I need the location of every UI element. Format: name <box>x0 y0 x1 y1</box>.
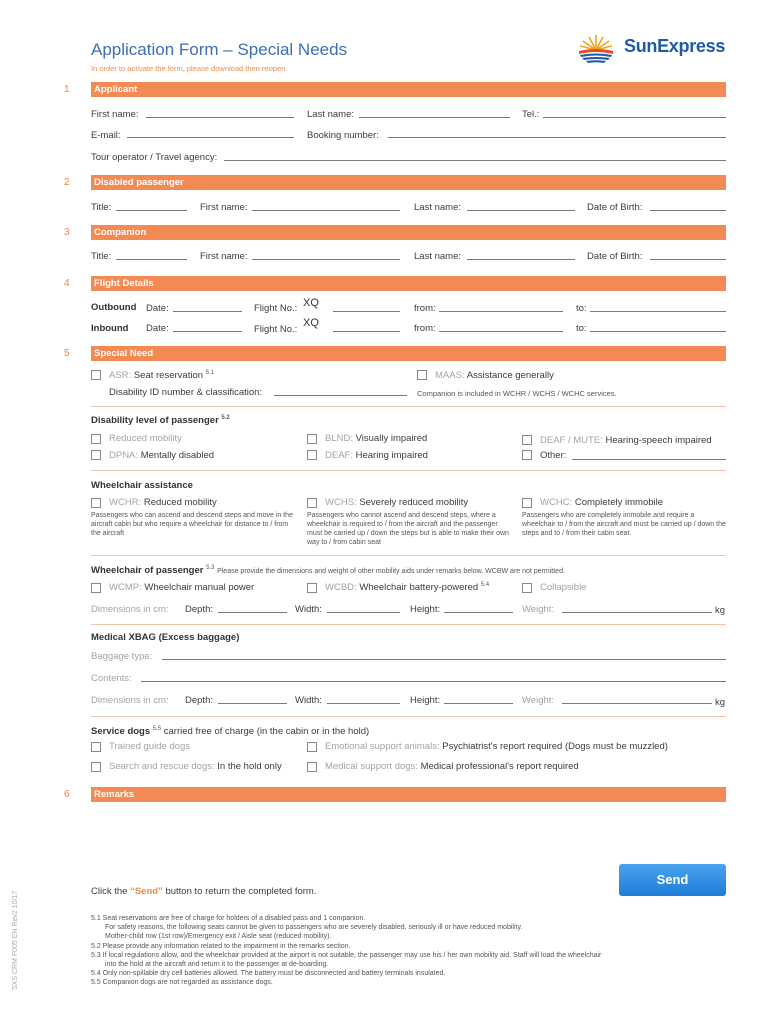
sunexpress-logo <box>576 33 728 65</box>
footnotes <box>91 914 731 988</box>
companion-first-name-field[interactable] <box>252 259 400 260</box>
outbound-to-field[interactable] <box>590 311 726 312</box>
xbag-width-field[interactable] <box>327 703 400 704</box>
from-label: from: <box>414 303 436 314</box>
outbound-flight-no-field[interactable] <box>333 311 400 312</box>
send-button[interactable]: Send <box>619 864 726 896</box>
wchr-checkbox[interactable] <box>91 498 101 508</box>
depth-label: Depth: <box>185 604 213 615</box>
last-name-label: Last name: <box>414 251 461 262</box>
section-header-companion: Companion <box>91 225 726 240</box>
section-number: 3 <box>64 227 70 238</box>
section-header-applicant: Applicant <box>91 82 726 97</box>
tour-operator-field[interactable] <box>224 160 726 161</box>
wheelchair-height-field[interactable] <box>444 612 513 613</box>
remarks-field[interactable] <box>91 803 726 858</box>
contents-field[interactable] <box>141 681 726 682</box>
outbound-date-field[interactable] <box>173 311 242 312</box>
kg-label: kg <box>715 697 726 708</box>
footnote: For safety reasons, the following seats cannot be given to passengers who are severely disabled, seriously ill or have reduced mobility. <box>105 924 523 932</box>
email-label: E-mail: <box>91 130 121 141</box>
flight-no-label: Flight No.: <box>254 303 298 314</box>
logo-text: SunExpress <box>624 36 726 56</box>
section-number: 2 <box>64 177 70 188</box>
height-label: Height: <box>410 695 441 706</box>
wchs-checkbox[interactable] <box>307 498 317 508</box>
disabled-dob-field[interactable] <box>650 210 726 211</box>
first-name-label: First name: <box>200 202 248 213</box>
inbound-to-field[interactable] <box>590 331 726 332</box>
applicant-last-name-field[interactable] <box>359 117 510 118</box>
rescue-dogs-label: Search and rescue dogs: In the hold only <box>109 761 282 772</box>
inbound-from-field[interactable] <box>439 331 563 332</box>
width-label: Width: <box>295 604 322 615</box>
wheelchair-of-passenger-title: Wheelchair of passenger $^{5.3}$ Please provide the dimensions and weight of other mobility aids under remarks below. WCBW are not permitted. <box>91 565 565 577</box>
divider <box>91 406 726 407</box>
height-label: Height: <box>410 604 441 615</box>
to-label: to: <box>576 303 587 314</box>
xbag-title: Medical XBAG (Excess baggage) <box>91 632 240 643</box>
wcbd-checkbox[interactable] <box>307 583 317 593</box>
dimensions-label: Dimensions in cm: <box>91 695 169 706</box>
applicant-email-field[interactable] <box>127 137 294 138</box>
baggage-type-label: Baggage type: <box>91 651 153 662</box>
page-title: Application Form – Special Needs <box>91 40 348 59</box>
service-dogs-title: Service dogs $^{5.5}$ carried free of charge (in the cabin or in the hold) <box>91 726 370 738</box>
disability-level-title: Disability level of passenger $^{5.2}$ <box>91 415 230 427</box>
outbound-from-field[interactable] <box>439 311 563 312</box>
deaf-label: DEAF: Hearing impaired <box>325 450 428 461</box>
width-label: Width: <box>295 695 322 706</box>
footnote: 5.5 Companion dogs are not regarded as assistance dogs. <box>91 979 273 987</box>
companion-title-field[interactable] <box>116 259 187 260</box>
depth-label: Depth: <box>185 695 213 706</box>
guide-dogs-label: Trained guide dogs <box>109 741 190 752</box>
wcmp-checkbox[interactable] <box>91 583 101 593</box>
section-number: 1 <box>64 84 70 95</box>
footnote: 5.2 Please provide any information related to the impairment in the remarks section. <box>91 942 351 950</box>
wchs-description: Passengers who cannot ascend and descend steps, where a wheelchair is required to / from the aircraft and the passenger must be carried up / down the steps but is able to make their own way to / from cabin seat <box>307 512 509 546</box>
rescue-dogs-checkbox[interactable] <box>91 762 101 772</box>
section-header-flight-details: Flight Details <box>91 276 726 291</box>
first-name-label: First name: <box>91 109 139 120</box>
flight-no-label: Flight No.: <box>254 324 298 335</box>
from-label: from: <box>414 323 436 334</box>
deaf-checkbox[interactable] <box>307 450 317 460</box>
footnote: 5.1 Seat reservations are free of charge for holders of a disabled pass and 1 companion. <box>91 915 366 922</box>
divider <box>91 470 726 471</box>
other-label: Other: <box>540 450 567 461</box>
dob-label: Date of Birth: <box>587 202 643 213</box>
title-label: Title: <box>91 251 112 262</box>
applicant-tel-field[interactable] <box>543 117 726 118</box>
to-label: to: <box>576 323 587 334</box>
footnote: into the hold at the aircraft and return it to the passenger at de-boarding. <box>105 961 329 969</box>
divider <box>91 555 726 556</box>
kg-label: kg <box>715 605 726 616</box>
contents-label: Contents: <box>91 673 132 684</box>
maas-checkbox[interactable] <box>417 370 427 380</box>
xbag-height-field[interactable] <box>444 703 513 704</box>
wchc-checkbox[interactable] <box>522 498 532 508</box>
outbound-flight-prefix: XQ <box>303 297 319 309</box>
asr-label: ASR: Seat reservation $^{5.1}$ <box>109 370 214 382</box>
deaf-mute-label: DEAF / MUTE: Hearing-speech impaired <box>540 435 712 446</box>
wchr-label: WCHR: Reduced mobility <box>109 497 217 508</box>
last-name-label: Last name: <box>414 202 461 213</box>
dob-label: Date of Birth: <box>587 251 643 262</box>
sun-logo-icon <box>576 33 616 65</box>
inbound-label: Inbound <box>91 323 129 334</box>
xbag-depth-field[interactable] <box>218 703 287 704</box>
other-field[interactable] <box>572 459 726 460</box>
xbag-weight-field[interactable] <box>562 703 712 704</box>
wheelchair-assistance-title: Wheelchair assistance <box>91 480 193 491</box>
emotional-support-checkbox[interactable] <box>307 742 317 752</box>
wcmp-label: WCMP: Wheelchair manual power <box>109 582 255 593</box>
footnote: 5.4 Only non-spillable dry cell batteries allowed. The battery must be disconnected and battery terminals insulated. <box>91 970 446 978</box>
inbound-date-field[interactable] <box>173 331 242 332</box>
page-subtitle: In order to activate the form, please download then reopen <box>91 64 286 73</box>
section-header-special-need: Special Need <box>91 346 726 361</box>
inbound-flight-prefix: XQ <box>303 317 319 329</box>
tel-label: Tel.: <box>522 109 540 120</box>
weight-label: Weight: <box>522 604 555 615</box>
disabled-first-name-field[interactable] <box>252 210 400 211</box>
wheelchair-weight-field[interactable] <box>562 612 712 613</box>
dpna-label: DPNA: Mentally disabled <box>109 450 215 461</box>
companion-dob-field[interactable] <box>650 259 726 260</box>
guide-dogs-checkbox[interactable] <box>91 742 101 752</box>
companion-last-name-field[interactable] <box>467 259 575 260</box>
section-header-remarks: Remarks <box>91 787 726 802</box>
divider <box>91 624 726 625</box>
send-instruction: Click the “Send” button to return the completed form. <box>91 886 317 897</box>
wchr-description: Passengers who can ascend and descend steps and move in the aircraft cabin but who require a wheelchair for distance to / from the aircraft <box>91 512 293 537</box>
reduced-mobility-checkbox[interactable] <box>91 434 101 444</box>
section-number: 5 <box>64 348 70 359</box>
title-label: Title: <box>91 202 112 213</box>
footnote: Mother-child row (1st row)/Emergency exit / Aisle seat (reduced mobility). <box>105 933 332 941</box>
collapsible-label: Collapsible <box>540 582 587 593</box>
other-checkbox[interactable] <box>522 450 532 460</box>
dpna-checkbox[interactable] <box>91 450 101 460</box>
wchs-label: WCHS: Severely reduced mobility <box>325 497 469 508</box>
baggage-type-field[interactable] <box>162 659 726 660</box>
disability-id-field[interactable] <box>274 395 407 396</box>
disability-id-label: Disability ID number & classification: <box>109 387 263 398</box>
section-number: 4 <box>64 278 70 289</box>
footnote: 5.3 If local regulations allow, and the wheelchair provided at the airport is not suitable, the passenger may use his / her own mobility aid. Staff will load the wheelchair <box>91 951 602 959</box>
tour-operator-label: Tour operator / Travel agency: <box>91 152 218 163</box>
dimensions-label: Dimensions in cm: <box>91 604 169 615</box>
date-label: Date: <box>146 303 169 314</box>
outbound-label: Outbound <box>91 302 137 313</box>
document-code: SXS CRM F005 EN Rev2 10/17 <box>12 890 19 990</box>
inbound-flight-no-field[interactable] <box>333 331 400 332</box>
wcbd-label: WCBD: Wheelchair battery-powered $^{5.4}$ <box>325 582 490 594</box>
last-name-label: Last name: <box>307 109 354 120</box>
applicant-first-name-field[interactable] <box>146 117 294 118</box>
medical-dogs-label: Medical support dogs: Medical professional's report required <box>325 761 579 772</box>
wheelchair-depth-field[interactable] <box>218 612 287 613</box>
wheelchair-width-field[interactable] <box>327 612 400 613</box>
divider <box>91 716 726 717</box>
section-header-disabled-passenger: Disabled passenger <box>91 175 726 190</box>
section-number: 6 <box>64 789 70 800</box>
deaf-mute-checkbox[interactable] <box>522 435 532 445</box>
maas-label: MAAS: Assistance generally <box>435 370 554 381</box>
blnd-label: BLND: Visually impaired <box>325 433 428 444</box>
disabled-title-field[interactable] <box>116 210 187 211</box>
first-name-label: First name: <box>200 251 248 262</box>
disabled-last-name-field[interactable] <box>467 210 575 211</box>
reduced-mobility-label: Reduced mobility <box>109 433 182 444</box>
booking-number-field[interactable] <box>388 137 726 138</box>
medical-dogs-checkbox[interactable] <box>307 762 317 772</box>
date-label: Date: <box>146 323 169 334</box>
asr-checkbox[interactable] <box>91 370 101 380</box>
wchc-label: WCHC: Completely immobile <box>540 497 664 508</box>
collapsible-checkbox[interactable] <box>522 583 532 593</box>
emotional-support-label: Emotional support animals: Psychiatrist's report required (Dogs must be muzzled) <box>325 741 668 752</box>
weight-label: Weight: <box>522 695 555 706</box>
companion-note: Companion is included in WCHR / WCHS / WCHC services. <box>417 389 617 398</box>
booking-label: Booking number: <box>307 130 379 141</box>
wchc-description: Passengers who are completely immobile and require a wheelchair to / from the aircraft and must be carried up / down the steps and to / from their cabin seat. <box>522 512 726 537</box>
blnd-checkbox[interactable] <box>307 434 317 444</box>
